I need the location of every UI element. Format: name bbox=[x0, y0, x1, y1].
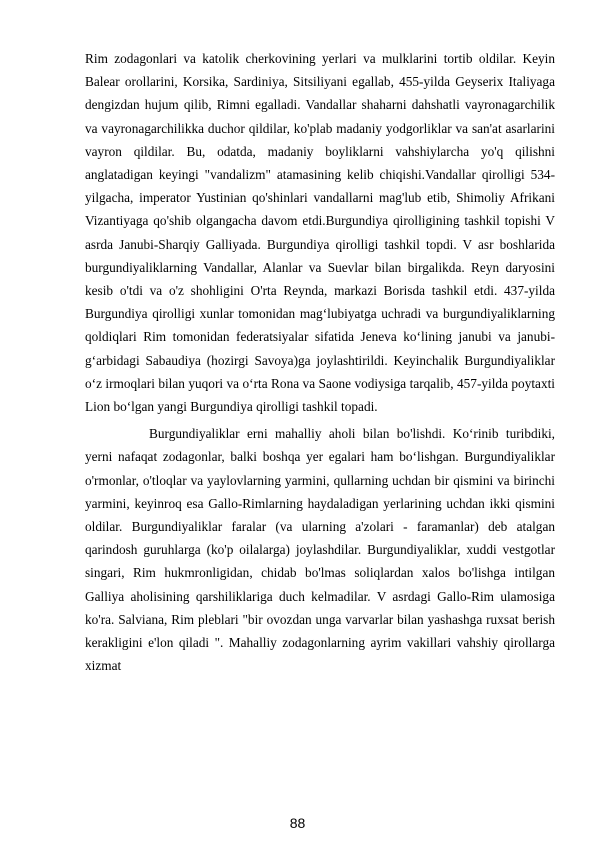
paragraph-2: Burgundiyaliklar erni mahalliy aholi bilan bo'lishdi. Ko‘rinib turibdiki, yerni nafaqat zodagonlar, balki boshqa yer egalari ham bo‘lishgan. Burgundiyaliklar o'rmonlar, o'tloqlar va yaylovlarning yarmini, qullarning uchdan bir qismini va birinchi yarmini, keyinroq esa Gallo-Rimlarning haydaladigan yerlarining uchdan ikki qismini oldilar. Burgundiyaliklar faralar (va ularning a'zolari - faramanlar) deb atalgan qarindosh guruhlarga (ko'p oilalarga) joylashdilar. Burgundiyaliklar, xuddi vestgotlar singari, Rim hukmronligidan, chidab bo'lmas soliqlardan xalos bo'lishga intilgan Galliya aholisining qarshiliklariga duch kelmadilar. V asrdagi Gallo-Rim ulamosiga ko'ra. Salviana, Rim pleblari "bir ovozdan unga varvarlar bilan yashashga ruxsat berish kerakligіni e'lon qiladi ". Mahalliy zodagonlarning ayrim vakillari vahshiy qirollarga xizmat bbox=[85, 426, 555, 674]
page-number: 88 bbox=[289, 815, 306, 831]
document-body bbox=[85, 47, 555, 677]
paragraph-1: Rim zodagonlari va katolik cherkovining yerlari va mulklarini tortib oldilar. Keyin Balear orollarini, Korsika, Sardiniya, Sitsiliyani egallab, 455-yilda Geyserix Italiyaga dengizdan hujum qilib, Rimni egalladi. Vandallar shaharni dahshatli vayronagarchilik va vayronagarchilikka duchor qildilar, ko'plab madaniy yodgorliklar va san'at asarlarini vayron qildilar. Bu, odatda, madaniy boyliklarni vahshiylarcha yo'q qilishni anglatadigan keyingi "vandalizm" atamasining kelib chiqishi.Vandallar qirolligi 534-yilgacha, imperator Yustinian qo'shinlari vandallarni mag'lub etib, Shimoliy Afrikani Vizantiyaga qo'shib olgangacha davom etdi.Burgundiya qirolligining tashkil topishi V asrda Janubi-Sharqiy Galliyada. Burgundiya qirolligi tashkil topdi. V asr boshlarida burgundiyaliklarning Vandallar, Alanlar va Suevlar bilan birgalikda. Reyn daryosini kesib o'tdi va o'z shohligini O'rta Reynda, markazi Borisda tashkil etdi. 437-yilda Burgundiya qirolligi xunlar tomonidan mag‘lubiyatga uchradi va burgundiyaliklarning qoldiqlari Rim tomonidan federatsiyalar sifatida Jeneva ko‘lining janubi va janubi-g‘arbidagi Sabaudiya (hozirgi Savoya)ga joylashtirildi. Keyinchalik Burgundiyaliklar o‘z irmoqlari bilan yuqori va o‘rta Rona va Saone vodiysiga tarqalib, 457-yilda poytaxti Lion bo‘lgan yangi Burgundiya qirolligi tashkil topadi. bbox=[85, 51, 555, 415]
